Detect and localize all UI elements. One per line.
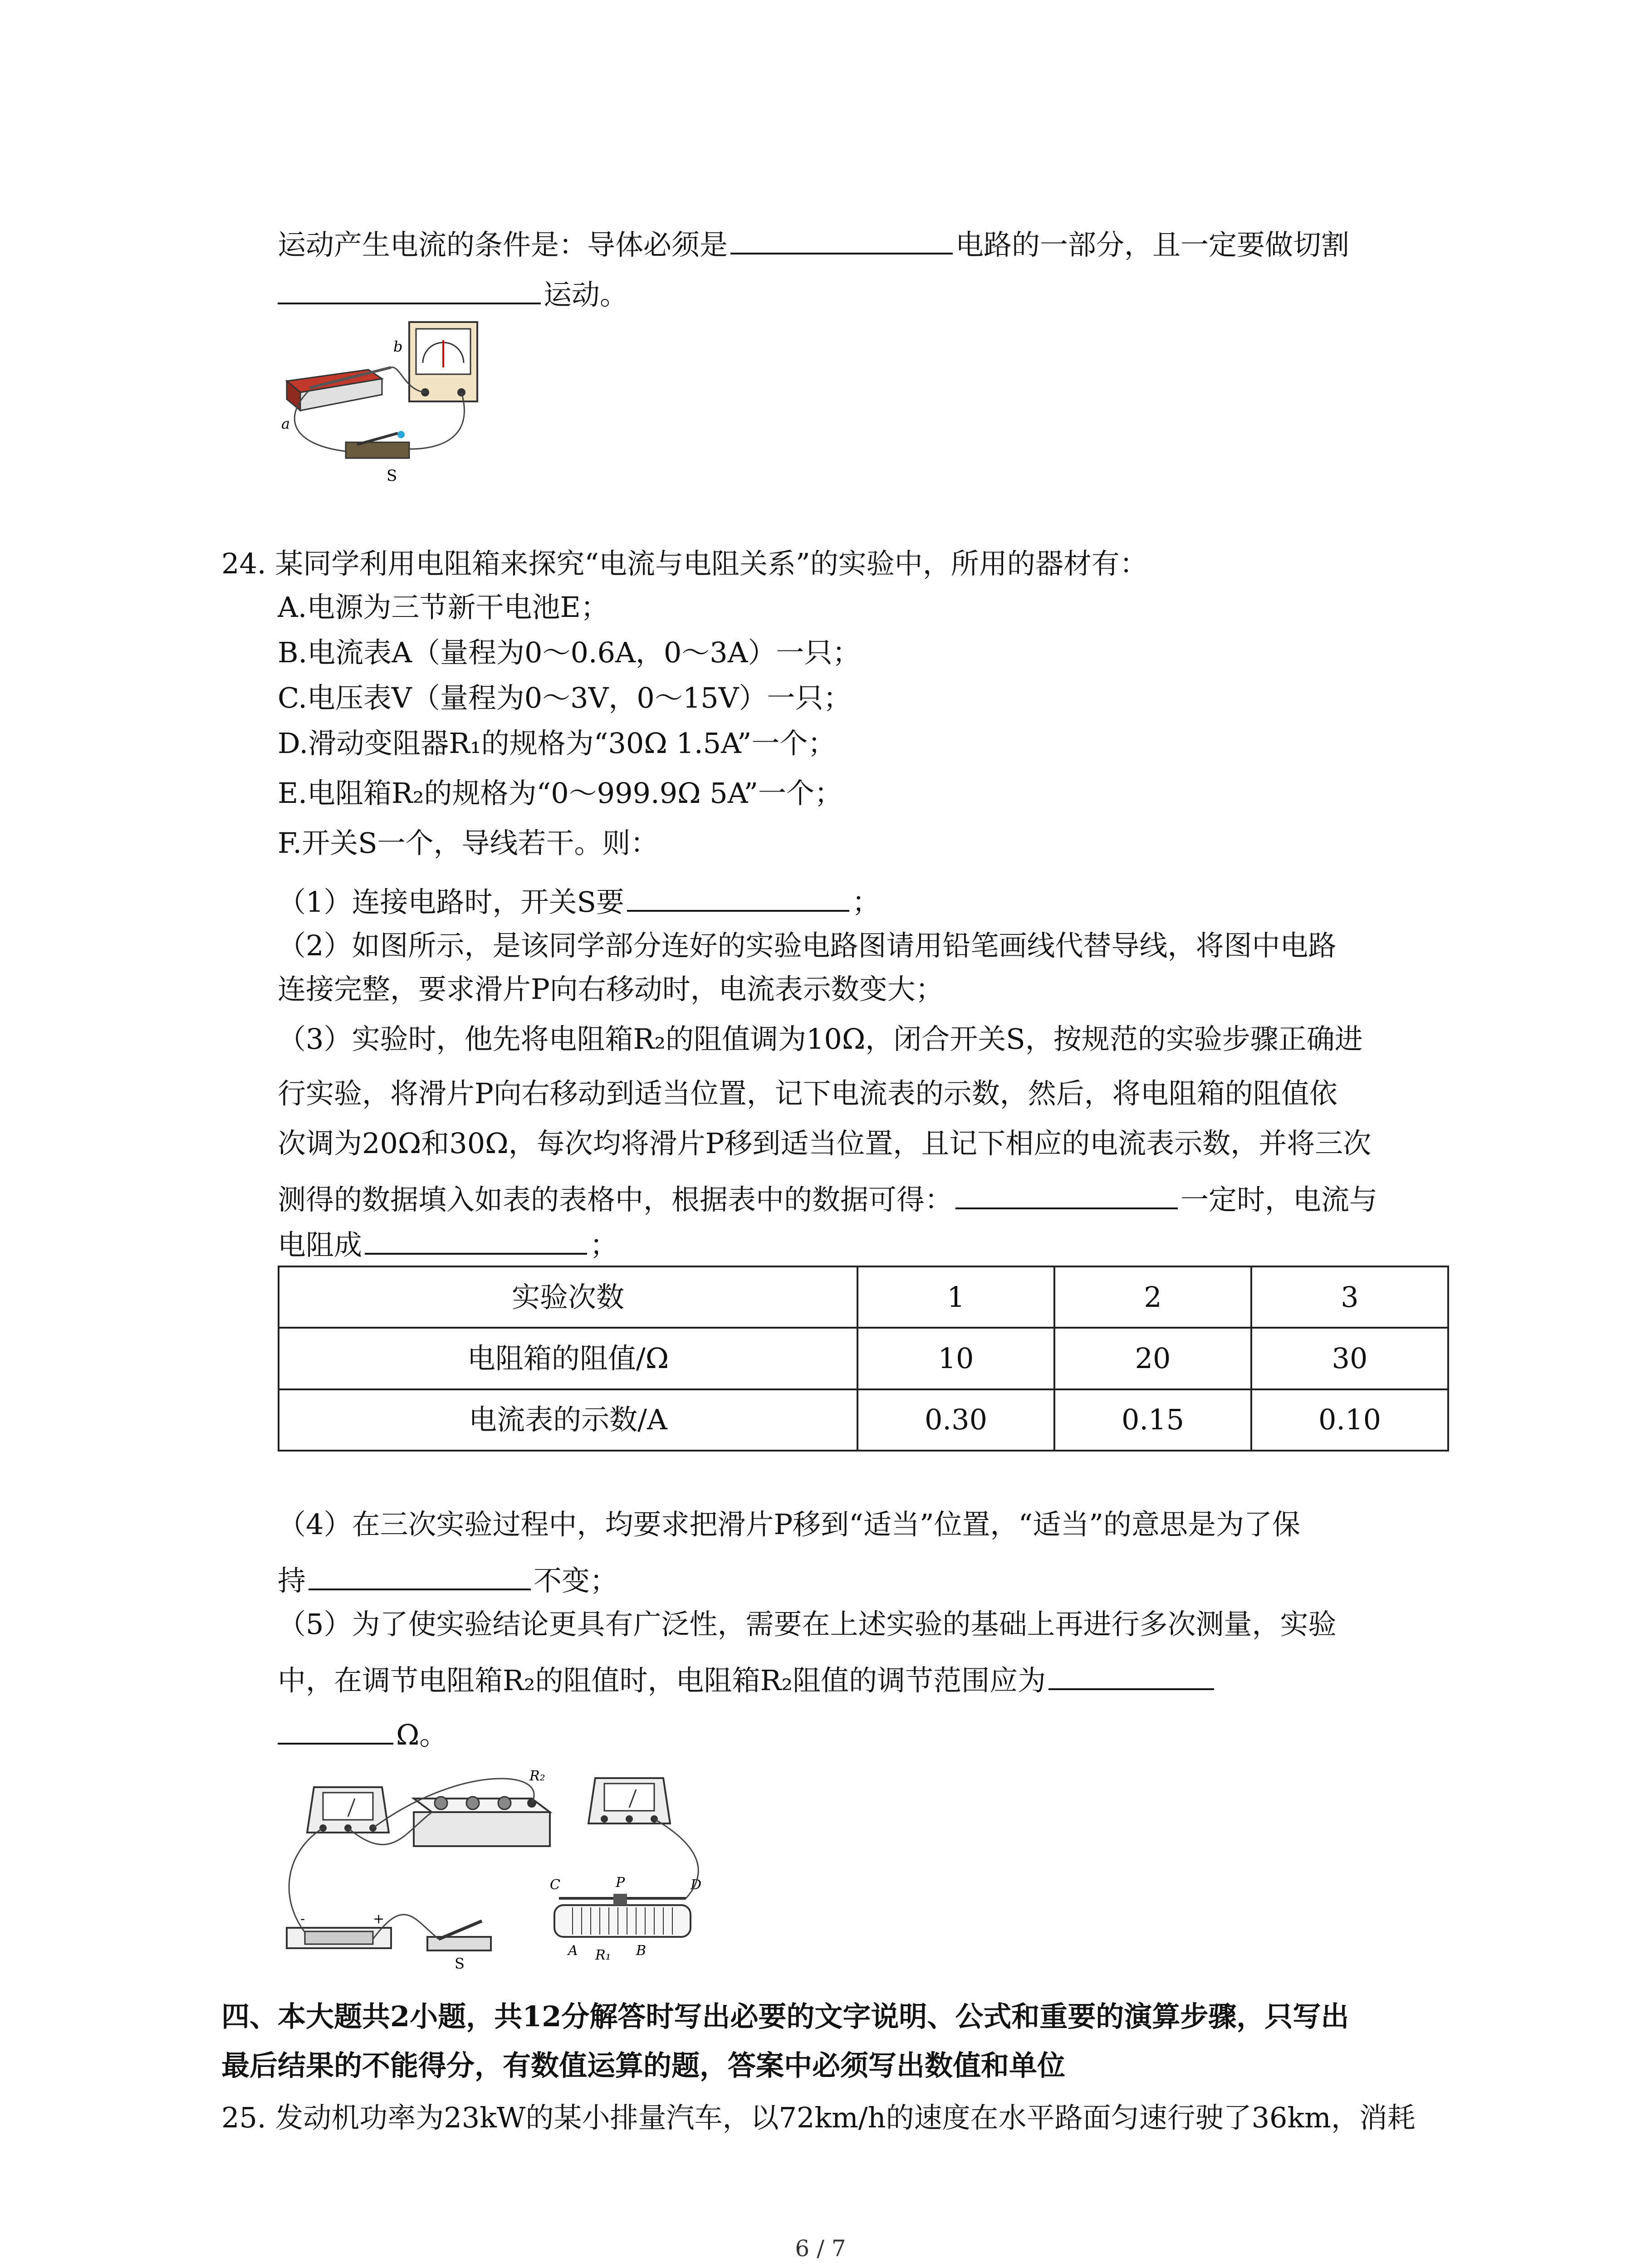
q24-part2-line1: （2）如图所示，是该同学部分连好的实验电路图请用铅笔画线代替导线，将图中电路 [278, 929, 1337, 962]
table-row [279, 1328, 1448, 1389]
label-d: D [691, 1877, 702, 1893]
q24-part4-line2: 持 不变； [278, 1560, 618, 1595]
table-cell: 0.15 [1054, 1389, 1251, 1451]
label-minus: - [300, 1911, 305, 1927]
q24-part2-line2: 连接完整，要求滑片P向右移动时，电流表示数变大； [278, 973, 944, 1006]
table-cell: 3 [1251, 1266, 1448, 1328]
answer-blank[interactable] [955, 1179, 1178, 1209]
table-cell: 10 [857, 1328, 1054, 1389]
q25-line1: 25. 发动机功率为23kW的某小排量汽车，以72km/h的速度在水平路面匀速行驶了36km，消耗 [221, 2101, 1416, 2134]
label-s: S [455, 1955, 465, 1972]
section4-heading-line2: 最后结果的不能得分，有数值运算的题，答案中必须写出数值和单位 [221, 2049, 1066, 2082]
data-table [278, 1266, 1449, 1452]
table-cell: 20 [1054, 1328, 1251, 1389]
answer-blank[interactable] [365, 1225, 587, 1255]
q24-item-d: D.滑动变阻器R₁的规格为“30Ω 1.5A”一个； [278, 727, 836, 760]
q24-part5-line1: （5）为了使实验结论更具有广泛性，需要在上述实验的基础上再进行多次测量，实验 [278, 1608, 1337, 1641]
q24-part3-line3: 次调为20Ω和30Ω，每次均将滑片P移到适当位置，且记下相应的电流表示数，并将三次 [278, 1127, 1372, 1160]
q24-part4-line1: （4）在三次实验过程中，均要求把滑片P移到“适当”位置，“适当”的意思是为了保 [278, 1508, 1300, 1541]
label-a: a [281, 415, 290, 432]
label-plus: + [373, 1911, 385, 1927]
table-cell: 0.30 [857, 1389, 1054, 1451]
q24-part3-line5: 电阻成 ； [278, 1225, 618, 1259]
table-row [279, 1389, 1448, 1451]
answer-blank[interactable] [278, 274, 541, 304]
label-b: b [393, 338, 403, 355]
label-s: S [387, 467, 397, 485]
label-r2: R₂ [529, 1768, 545, 1784]
answer-blank[interactable] [309, 1560, 531, 1590]
induction-experiment-figure [278, 313, 495, 494]
table-cell: 实验次数 [279, 1266, 857, 1328]
section4-heading-line1: 四、本大题共2小题，共12分解答时写出必要的文字说明、公式和重要的演算步骤，只写出 [221, 2000, 1349, 2033]
label-a: A [568, 1943, 578, 1959]
q24-item-c: C.电压表V（量程为0～3V，0～15V）一只； [278, 681, 852, 714]
table-cell: 30 [1251, 1328, 1448, 1389]
table-cell: 0.10 [1251, 1389, 1448, 1451]
answer-blank[interactable] [627, 882, 849, 912]
circuit-apparatus-figure [278, 1760, 731, 1973]
label-b: B [636, 1943, 647, 1959]
answer-blank[interactable] [730, 225, 953, 254]
table-cell: 电阻箱的阻值/Ω [279, 1328, 857, 1389]
table-cell: 2 [1054, 1266, 1251, 1328]
q24-item-b: B.电流表A（量程为0～0.6A，0～3A）一只； [278, 636, 861, 669]
q24-part5-line3: Ω。 [278, 1715, 447, 1749]
q24-item-e: E.电阻箱R₂的规格为“0～999.9Ω 5A”一个； [278, 777, 843, 810]
q23-line2: 运动。 [278, 274, 628, 309]
q24-part3-line4: 测得的数据填入如表的表格中，根据表中的数据可得： 一定时，电流与 [278, 1179, 1377, 1214]
q24-stem: 24. 某同学利用电阻箱来探究“电流与电阻关系”的实验中，所用的器材有： [221, 547, 1148, 580]
q24-item-f: F.开关S一个，导线若干。则： [278, 826, 659, 860]
label-r1: R₁ [595, 1947, 611, 1963]
q24-part3-line1: （3）实验时，他先将电阻箱R₂的阻值调为10Ω，闭合开关S，按规范的实验步骤正确进 [278, 1022, 1363, 1056]
table-cell: 电流表的示数/A [279, 1389, 857, 1451]
q24-part1: （1）连接电路时，开关S要 ； [278, 882, 880, 916]
q24-part3-line2: 行实验，将滑片P向右移动到适当位置，记下电流表的示数，然后，将电阻箱的阻值依 [278, 1077, 1337, 1110]
answer-blank[interactable] [278, 1715, 393, 1745]
table-cell: 1 [857, 1266, 1054, 1328]
label-c: C [550, 1877, 560, 1893]
label-p: P [616, 1875, 625, 1891]
page-number: 6 / 7 [795, 2235, 846, 2262]
answer-blank[interactable] [1048, 1660, 1214, 1690]
q24-item-a: A.电源为三节新干电池E； [278, 591, 609, 624]
q23-line1: 运动产生电流的条件是：导体必须是 电路的一部分，且一定要做切割 [278, 225, 1349, 259]
q24-part5-line2: 中，在调节电阻箱R₂的阻值时，电阻箱R₂阻值的调节范围应为 [278, 1660, 1217, 1695]
table-row [279, 1266, 1448, 1328]
